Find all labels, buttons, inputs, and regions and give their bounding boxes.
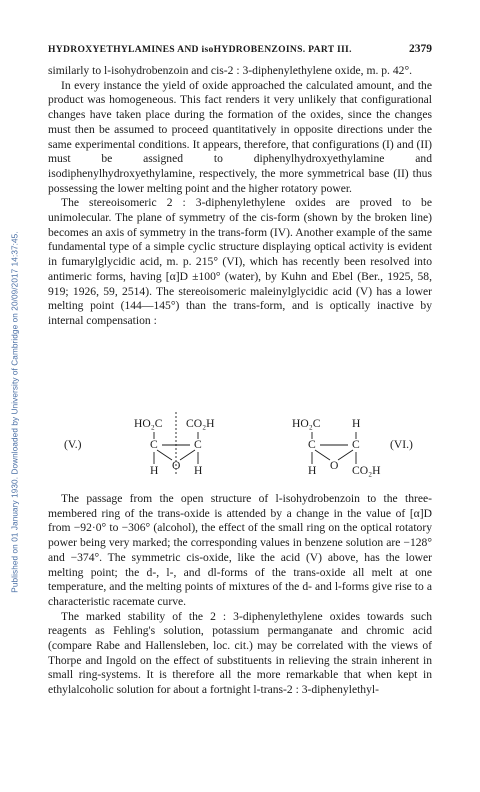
- structure-vi-bottom-right-group: CO₂H: [352, 464, 381, 477]
- structure-vi-bottom-left-group: H: [308, 464, 317, 477]
- paragraph-yield: In every instance the yield of oxide approached the calculated amount, and the product was homogeneous. This fact renders it very unlikely that configurational changes have taken place during the formation of the oxides, since the changes must then be assumed to proceed quantitatively in opposite directions under the same experimental conditions. It appears, therefore, that configurations (I) and (II) must be assigned to diphenylhydroxyethylamine and isodiphenylhydroxyethylamine, respectively, the more symmetrical base (II) thus possessing the lower melting point and the higher rotatory power.: [48, 78, 432, 195]
- structure-vi-top-right-group: H: [352, 417, 361, 430]
- structure-v-carbon-right: C: [194, 438, 202, 451]
- structure-v-top-right-group: CO₂H: [186, 417, 215, 430]
- structure-vi-carbon-right: C: [352, 438, 360, 451]
- page-number: 2379: [409, 43, 432, 55]
- structure-vi-label: (VI.): [390, 438, 413, 451]
- structure-v-bottom-right-group: H: [194, 464, 203, 477]
- structural-formulas: [60, 404, 430, 484]
- structure-vi-oxygen: O: [330, 459, 339, 472]
- page-header: [48, 44, 432, 58]
- structure-v-carbon-left: C: [150, 438, 158, 451]
- structure-v-top-left-group: HO₂C: [134, 417, 163, 430]
- running-title: HYDROXYETHYLAMINES AND isoHYDROBENZOINS. PART III.: [48, 44, 352, 55]
- paragraph-passage: The passage from the open structure of l-isohydrobenzoin to the three-membered ring of the trans-oxide is attended by a change in the value of [α]D from −92·0° to −306° (alcohol), the effect of the small ring on the optical rotatory power being very marked; the corresponding values in benzene solution are −128° and −374°. The symmetric cis-oxide, like the acid (V) above, has the lower melting point; the d-, l-, and dl-forms of the trans-oxide all melt at one temperature, and the melting points of mixtures of the d- and l-forms give rise to a characteristic racemate curve.: [48, 492, 432, 608]
- structure-v-oxygen: O: [172, 459, 181, 472]
- structure-vi-carbon-left: C: [308, 438, 316, 451]
- structure-v-bottom-left-group: H: [150, 464, 159, 477]
- paragraph-stability: The marked stability of the 2 : 3-diphenylethylene oxides towards such reagents as Fehling's solution, potassium permanganate and chromic acid (compare Rabe and Hallensleben, loc. cit.) may be correlated with the views of Thorpe and Ingold on the effect of substituents in relieving the strain inherent in small ring-systems. It is therefore all the more remarkable that when kept in ethylalcoholic solution for about a fortnight l-trans-2 : 3-diphenylethyl-: [48, 609, 432, 697]
- watermark-text: Published on 01 January 1930. Downloaded by University of Cambridge on 20/09/2017 14:37:45.: [10, 231, 20, 593]
- structure-vi-top-left-group: HO₂C: [292, 417, 321, 430]
- paragraph-continuation: similarly to l-isohydrobenzoin and cis-2 : 3-diphenylethylene oxide, m. p. 42°.: [48, 64, 412, 77]
- structure-v-label: (V.): [64, 438, 82, 451]
- paragraph-stereoisomeric: The stereoisomeric 2 : 3-diphenylethylene oxides are proved to be unimolecular. The plane of symmetry of the cis-form (shown by the broken line) becomes an axis of symmetry in the trans-form (IV). Another example of the same fundamental type of a simple cyclic structure displaying optical activity is evident in fumarylglycidic acid, m. p. 215° (VI), which has recently been resolved into antimeric forms, having [α]D ±100° (water), by Kuhn and Ebel (Ber., 1925, 58, 919; 1926, 59, 2514). The stereoisomeric maleinylglycidic acid (V) has a lower melting point (144—145°) than the trans-form, and is optically inactive by internal compensation :: [48, 196, 432, 327]
- download-watermark: [9, 92, 21, 732]
- lower-body-text: [48, 492, 432, 698]
- upper-body-text: [48, 64, 432, 329]
